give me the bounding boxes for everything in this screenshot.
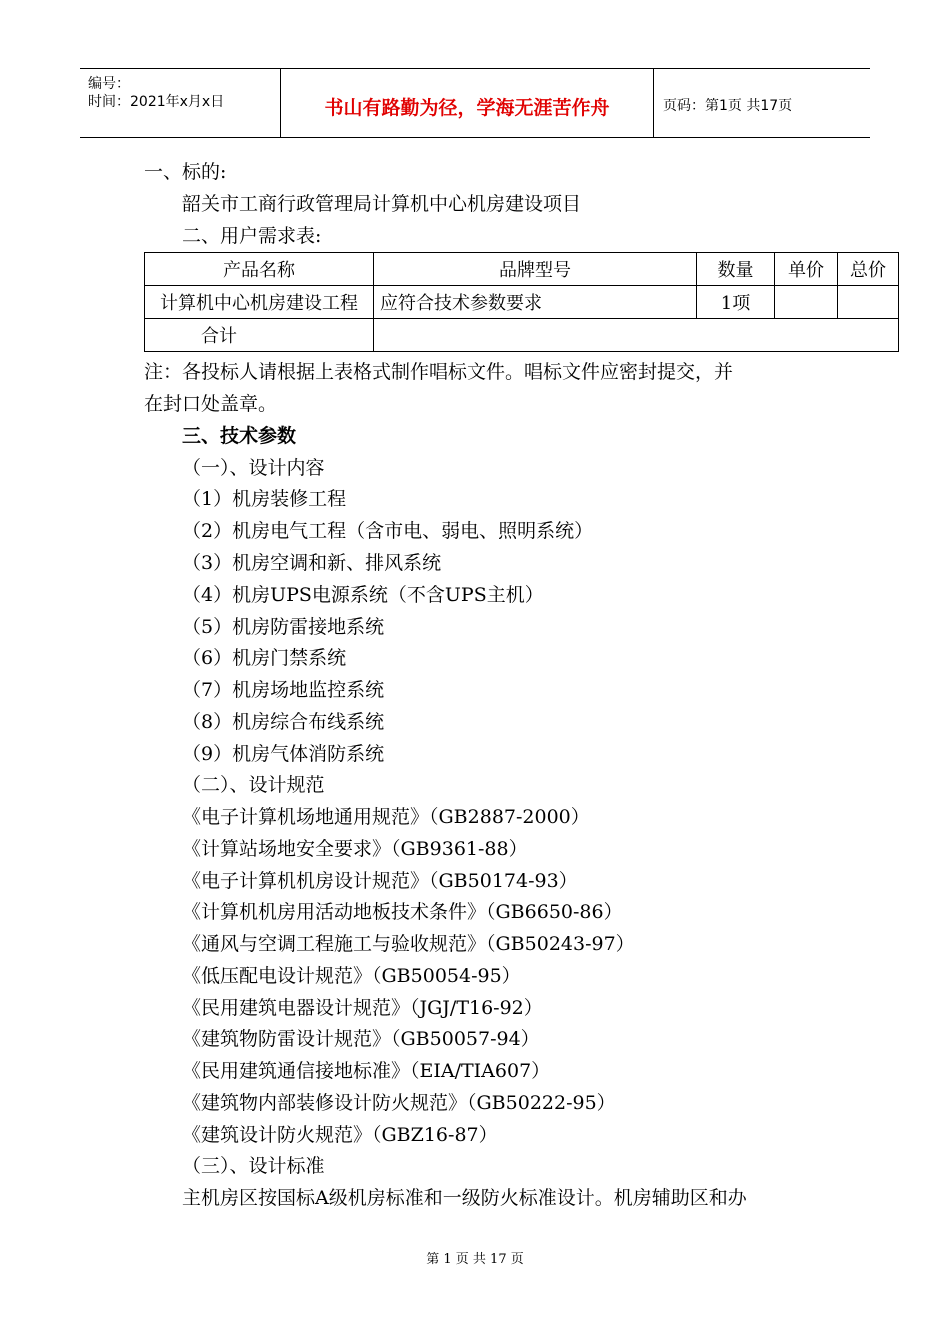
design-std-body: 主机房区按国标A级机房标准和一级防火标准设计。机房辅助区和办: [182, 1187, 747, 1209]
section1-title: 一、标的:: [144, 161, 227, 183]
list-item: （3）机房空调和新、排风系统: [182, 552, 442, 574]
list-item: 《通风与空调工程施工与验收规范》（GB50243-97）: [182, 933, 635, 955]
table-total-label: 合计: [145, 319, 374, 352]
list-item: 《民用建筑通信接地标准》（EIA/TIA607）: [182, 1060, 551, 1082]
section3-title: 三、技术参数: [182, 425, 297, 447]
table-cell: 应符合技术参数要求: [374, 286, 697, 319]
list-item: 《电子计算机机房设计规范》（GB50174-93）: [182, 870, 578, 892]
table-header-cell: 数量: [697, 253, 775, 286]
list-item: 《建筑设计防火规范》（GBZ16-87）: [182, 1124, 498, 1146]
design-content-title: （一）、设计内容: [182, 457, 325, 479]
list-item: （4）机房UPS电源系统（不含UPS主机）: [182, 584, 544, 606]
table-header-row: [145, 253, 899, 286]
header-motto: 书山有路勤为径，学海无涯苦作舟: [324, 97, 610, 119]
table-row: [145, 286, 899, 319]
table-cell: 1项: [697, 286, 775, 319]
table-cell: [838, 286, 899, 319]
section2-title: 二、用户需求表:: [182, 225, 322, 247]
page-number-label: 页码：第1页 共17页: [663, 98, 793, 114]
table-total-value: [374, 319, 899, 352]
list-item: 《低压配电设计规范》（GB50054-95）: [182, 965, 521, 987]
design-std-title: （三）、设计标准: [182, 1155, 325, 1177]
note-line-1: 注：各投标人请根据上表格式制作唱标文件。唱标文件应密封提交，并: [144, 361, 734, 383]
list-item: 《计算站场地安全要求》（GB9361-88）: [182, 838, 528, 860]
table-header-cell: 单价: [775, 253, 838, 286]
page-header: [80, 68, 870, 138]
list-item: （2）机房电气工程（含市电、弱电、照明系统）: [182, 520, 594, 542]
table-header-cell: 总价: [838, 253, 899, 286]
list-item: 《电子计算机场地通用规范》（GB2887-2000）: [182, 806, 590, 828]
list-item: （1）机房装修工程: [182, 488, 347, 510]
table-cell: 计算机中心机房建设工程: [145, 286, 374, 319]
list-item: （6）机房门禁系统: [182, 647, 347, 669]
list-item: （9）机房气体消防系统: [182, 743, 385, 765]
requirements-table: [144, 252, 899, 352]
header-right-cell: [653, 69, 870, 137]
list-item: 《计算机机房用活动地板技术条件》（GB6650-86）: [182, 901, 623, 923]
design-spec-title: （二）、设计规范: [182, 774, 325, 796]
table-header-cell: 产品名称: [145, 253, 374, 286]
list-item: 《建筑物防雷设计规范》（GB50057-94）: [182, 1028, 540, 1050]
table-header-cell: 品牌型号: [374, 253, 697, 286]
table-total-row: [145, 319, 899, 352]
time-label: 时间：2021年x月x日: [88, 94, 225, 110]
page-footer: 第 1 页 共 17 页: [426, 1252, 524, 1267]
list-item: （8）机房综合布线系统: [182, 711, 385, 733]
table-cell: [775, 286, 838, 319]
header-left-cell: [80, 69, 280, 137]
number-label: 编号：: [88, 76, 130, 92]
list-item: （7）机房场地监控系统: [182, 679, 385, 701]
section1-body: 韶关市工商行政管理局计算机中心机房建设项目: [182, 193, 582, 215]
list-item: （5）机房防雷接地系统: [182, 616, 385, 638]
header-center-cell: [280, 69, 654, 137]
note-line-2: 在封口处盖章。: [144, 393, 278, 415]
list-item: 《建筑物内部装修设计防火规范》（GB50222-95）: [182, 1092, 616, 1114]
list-item: 《民用建筑电器设计规范》（JGJ/T16-92）: [182, 997, 543, 1019]
